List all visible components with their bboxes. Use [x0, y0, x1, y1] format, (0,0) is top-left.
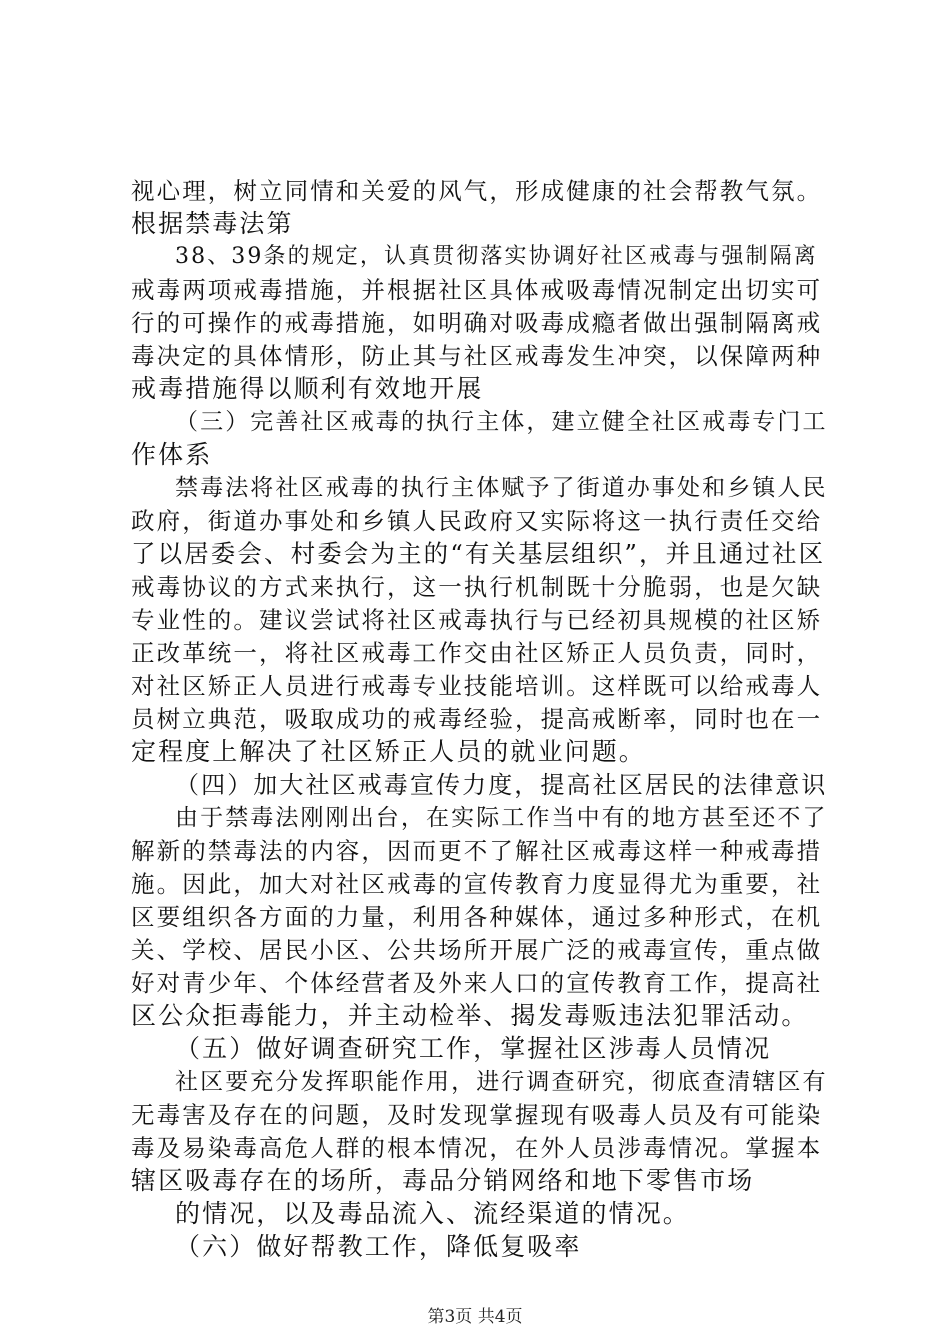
text-line: 的情况，以及毒品流入、流经渠道的情况。	[175, 1199, 690, 1228]
text-line: 员树立典范，吸取成功的戒毒经验，提高戒断率，同时也在一	[131, 705, 823, 733]
text-line: 毒决定的具体情形，防止其与社区戒毒发生冲突，以保障两种	[131, 342, 823, 370]
text-line: 社区要充分发挥职能作用，进行调查研究，彻底查清辖区有	[175, 1069, 828, 1095]
text-line: 正改革统一，将社区戒毒工作交由社区矫正人员负责，同时，	[131, 639, 823, 667]
text-line: 区要组织各方面的力量，利用各种媒体，通过多种形式，在机	[131, 903, 823, 931]
text-line: 戒毒两项戒毒措施，并根据社区具体戒吸毒情况制定出切实可	[131, 276, 823, 304]
text-line: 行的可操作的戒毒措施，如明确对吸毒成瘾者做出强制隔离戒	[131, 309, 823, 337]
section-heading: （五）做好调查研究工作，掌握社区涉毒人员情况	[175, 1034, 772, 1063]
text-line: 无毒害及存在的问题，及时发现掌握现有吸毒人员及有可能染	[131, 1101, 823, 1129]
text-line: 辖区吸毒存在的场所，毒品分销网络和地下零售市场	[131, 1166, 755, 1195]
text-line: 了以居委会、村委会为主的“有关基层组织”，并且通过社区	[131, 539, 826, 568]
text-line: 由于禁毒法刚刚出台，在实际工作当中有的地方甚至还不了	[175, 805, 828, 831]
section-heading: （四）加大社区戒毒宣传力度，提高社区居民的法律意识	[175, 771, 828, 799]
text-line: 政府，街道办事处和乡镇人民政府又实际将这一执行责任交给	[131, 507, 823, 535]
text-line: 区公众拒毒能力，并主动检举、揭发毒贩违法犯罪活动。	[131, 1001, 809, 1030]
text-line: 对社区矫正人员进行戒毒专业技能培训。这样既可以给戒毒人	[131, 672, 823, 700]
section-heading: （六）做好帮教工作，降低复吸率	[175, 1232, 582, 1261]
page-number-footer: 第3页 共4页	[427, 1307, 523, 1327]
text-line: 关、学校、居民小区、公共场所开展广泛的戒毒宣传，重点做	[131, 936, 823, 964]
text-line: 施。因此，加大对社区戒毒的宣传教育力度显得尤为重要，社	[131, 870, 823, 898]
text-line: 禁毒法将社区戒毒的执行主体赋予了街道办事处和乡镇人民	[175, 475, 828, 501]
text-line: 戒毒协议的方式来执行，这一执行机制既十分脆弱，也是欠缺	[131, 573, 823, 601]
text-line: 毒及易染毒高危人群的根本情况，在外人员涉毒情况。掌握本	[131, 1134, 823, 1162]
text-line: 专业性的。建议尝试将社区戒毒执行与已经初具规模的社区矫	[131, 606, 823, 634]
text-line: 解新的禁毒法的内容，因而更不了解社区戒毒这样一种戒毒措	[131, 837, 823, 865]
text-line: 根据禁毒法第	[131, 209, 294, 238]
text-line: 好对青少年、个体经营者及外来人口的宣传教育工作，提高社	[131, 969, 823, 997]
text-line: 定程度上解决了社区矫正人员的就业问题。	[131, 737, 646, 766]
text-line: 38、39条的规定，认真贯彻落实协调好社区戒毒与强制隔离	[175, 244, 818, 269]
section-heading: 作体系	[131, 440, 213, 469]
text-line: 视心理，树立同情和关爱的风气，形成健康的社会帮教气氛。	[131, 177, 823, 205]
text-line: 戒毒措施得以顺利有效地开展	[131, 374, 484, 403]
section-heading: （三）完善社区戒毒的执行主体，建立健全社区戒毒专门工	[175, 409, 828, 435]
